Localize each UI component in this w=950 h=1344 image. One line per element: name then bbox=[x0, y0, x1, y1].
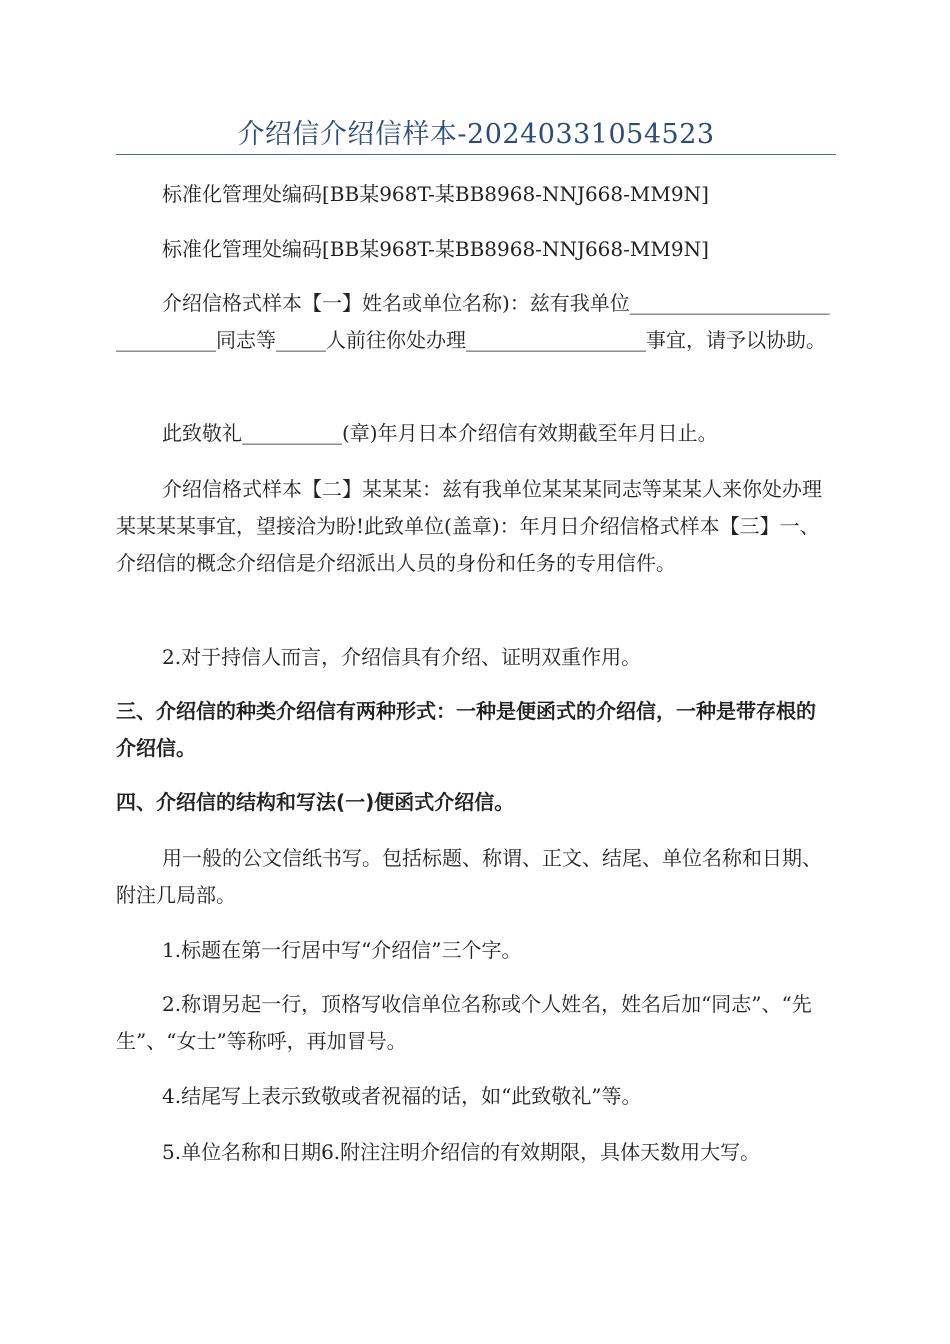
section-three-heading: 三、介绍信的种类介绍信有两种形式：一种是便函式的介绍信，一种是带存根的介绍信。 bbox=[116, 699, 816, 760]
item-unit-date-paragraph: 5.单位名称和日期6.附注注明介绍信的有效期限，具体天数用大写。 bbox=[162, 1140, 761, 1164]
document-title: 介绍信介绍信样本-20240331054523 bbox=[237, 119, 715, 150]
regards-paragraph: 此致敬礼__________(章)年月日本介绍信有效期截至年月日止。 bbox=[162, 421, 718, 445]
sample-one-paragraph: 介绍信格式样本【一】姓名或单位名称)：兹有我单位______________________________同志等_____人前往你处办理__________________事宜，请予以协助。 bbox=[116, 291, 830, 352]
title-underline bbox=[116, 154, 836, 155]
dual-function-paragraph: 2.对于持信人而言，介绍信具有介绍、证明双重作用。 bbox=[162, 645, 642, 669]
item-title-paragraph: 1.标题在第一行居中写“介绍信”三个字。 bbox=[162, 938, 522, 962]
sample-two-paragraph: 介绍信格式样本【二】某某某：兹有我单位某某某同志等某某人来你处办理某某某某事宜，望接洽为盼!此致单位(盖章)：年月日介绍信格式样本【三】一、介绍信的概念介绍信是介绍派出人员的身份和任务的专用信件。 bbox=[116, 477, 822, 575]
section-four-heading: 四、介绍信的结构和写法(一)便函式介绍信。 bbox=[116, 790, 515, 814]
code-line-2: 标准化管理处编码[BB某968T-某BB8968-NNJ668-MM9N] bbox=[162, 237, 709, 261]
code-line-1: 标准化管理处编码[BB某968T-某BB8968-NNJ668-MM9N] bbox=[162, 182, 709, 206]
item-closing-paragraph: 4.结尾写上表示致敬或者祝福的话，如“此致敬礼”等。 bbox=[162, 1084, 642, 1108]
item-salutation-paragraph: 2.称谓另起一行，顶格写收信单位名称或个人姓名，姓名后加“同志”、“先生”、“女士”等称呼，再加冒号。 bbox=[116, 992, 812, 1053]
format-paragraph: 用一般的公文信纸书写。包括标题、称谓、正文、结尾、单位名称和日期、附注几局部。 bbox=[116, 846, 822, 907]
